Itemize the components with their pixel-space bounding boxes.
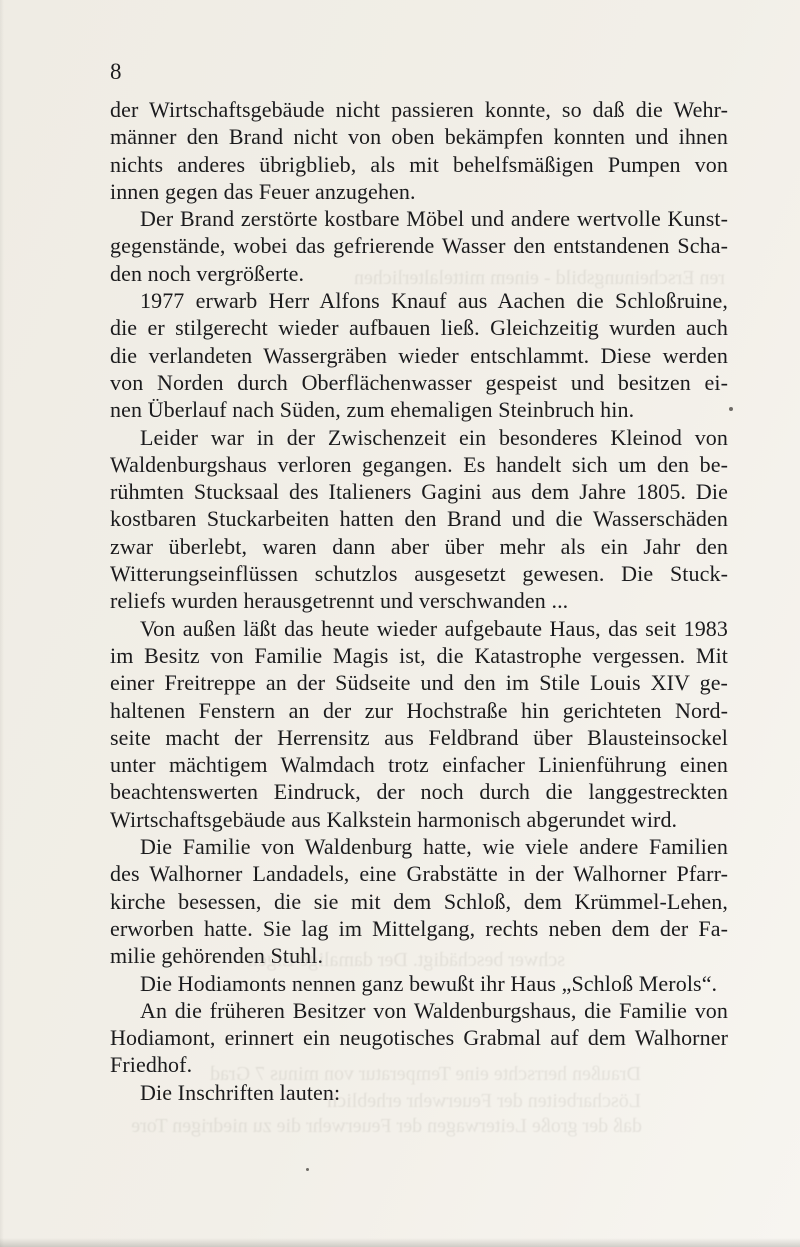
text-line: Von außen läßt das heute wieder aufgebaute Haus, das seit 1983 xyxy=(140,615,728,641)
text-line: reliefs wurden herausgetrennt und verschwanden ... xyxy=(110,588,569,614)
text-line: der Wirtschaftsgebäude nicht passieren konnte, so daß die Wehr- xyxy=(110,97,728,122)
text-line: Der Brand zerstörte kostbare Möbel und andere wertvolle Kunst- xyxy=(140,206,728,232)
paragraph xyxy=(110,997,728,1079)
text-line: Waldenburgshaus verloren gegangen. Es handelt sich um den be- xyxy=(110,451,728,477)
text-line: kirche besessen, die sie mit dem Schloß, dem Krümmel-Lehen, xyxy=(110,888,728,914)
bleedthrough-line: schwer beschädigt. Der damalige Eigen xyxy=(247,949,565,971)
text-line: rühmten Stucksaal des Italieners Gagini aus dem Jahre 1805. Die xyxy=(110,479,728,505)
paragraph xyxy=(110,205,728,287)
page-number: 8 xyxy=(110,59,122,84)
bleedthrough-line: ren Erscheinungsbild - einem mittelalterlichen xyxy=(354,267,725,289)
bleedthrough-line: Draußen herrschte eine Temperatur von minus 7 Grad xyxy=(210,1063,641,1085)
text-line: männer den Brand nicht von oben bekämpfen konnten und ihnen xyxy=(110,124,728,150)
text-line: Leider war in der Zwischenzeit ein besonderes Kleinod von xyxy=(140,424,728,450)
text-line: beachtenswerten Eindruck, der noch durch die langgestreckten xyxy=(110,779,728,805)
text-line: Die Familie von Waldenburg hatte, wie viele andere Familien xyxy=(140,834,728,860)
text-line: Die Hodiamonts nennen ganz bewußt ihr Haus „Schloß Merols“. xyxy=(140,970,718,996)
text-line: innen gegen das Feuer anzugehen. xyxy=(110,178,416,204)
paragraph xyxy=(110,970,728,997)
paragraph xyxy=(110,1079,728,1106)
text-line: Wirtschaftsgebäude aus Kalkstein harmonisch abgerundet wird. xyxy=(110,806,678,832)
text-line: den noch vergrößerte. xyxy=(110,260,305,286)
text-line: nichts anderes übrigblieb, als mit behelfsmäßigen Pumpen von xyxy=(110,151,728,177)
paragraph xyxy=(110,96,728,205)
text-line: erworben hatte. Sie lag im Mittelgang, rechts neben dem der Fa- xyxy=(110,915,728,941)
text-line: gegenstände, wobei das gefrierende Wasser den entstandenen Scha- xyxy=(110,233,728,259)
bleedthrough-line: Löscharbeiten der Feuerwehr erheblich xyxy=(327,1090,641,1112)
text-line: Hodiamont, erinnert ein neugotisches Grabmal auf dem Walhorner xyxy=(110,1025,728,1051)
paragraph xyxy=(110,287,728,423)
text-line: des Walhorner Landadels, eine Grabstätte in der Walhorner Pfarr- xyxy=(110,861,728,887)
paragraph xyxy=(110,833,728,969)
text-line: milie gehörenden Stuhl. xyxy=(110,943,324,969)
text-line: 1977 erwarb Herr Alfons Knauf aus Aachen die Schloßruine, xyxy=(140,288,728,314)
text-line: Witterungseinflüssen schutzlos ausgesetzt gewesen. Die Stuck- xyxy=(110,561,728,587)
text-line: Die Inschriften lauten: xyxy=(140,1079,341,1105)
scan-speck xyxy=(306,1168,309,1171)
text-line: haltenen Fenstern an der zur Hochstraße hin gerichteten Nord- xyxy=(110,697,728,723)
paragraph xyxy=(110,615,728,833)
text-line: einer Freitreppe an der Südseite und den im Stile Louis XIV ge- xyxy=(110,670,728,696)
text-line: seite macht der Herrensitz aus Feldbrand über Blausteinsockel xyxy=(110,724,728,750)
text-line: die er stilgerecht wieder aufbauen ließ. Gleichzeitig wurden auch xyxy=(110,315,728,341)
paragraph xyxy=(110,424,728,615)
text-line: Friedhof. xyxy=(110,1052,193,1078)
scan-speck xyxy=(729,407,733,411)
page-left-edge xyxy=(0,0,4,1247)
text-line: An die früheren Besitzer von Waldenburgshaus, die Familie von xyxy=(140,997,728,1023)
text-line: von Norden durch Oberflächenwasser gespeist und besitzen ei- xyxy=(110,369,728,395)
text-line: im Besitz von Familie Magis ist, die Katastrophe vergessen. Mit xyxy=(110,642,728,668)
text-line: zwar überlebt, waren dann aber über mehr als ein Jahr den xyxy=(110,533,728,559)
page-bottom-edge xyxy=(0,1238,800,1247)
text-line: kostbaren Stuckarbeiten hatten den Brand und die Wasserschäden xyxy=(110,506,728,532)
page-text xyxy=(110,96,728,1106)
text-line: die verlandeten Wassergräben wieder entschlammt. Diese werden xyxy=(110,342,728,368)
text-line: nen Überlauf nach Süden, zum ehemaligen Steinbruch hin. xyxy=(110,397,635,423)
bleedthrough-line: daß der große Leiterwagen der Feuerwehr die zu niedrigen Tore xyxy=(131,1115,642,1137)
text-line: unter mächtigem Walmdach trotz einfacher Linienführung einen xyxy=(110,752,728,778)
